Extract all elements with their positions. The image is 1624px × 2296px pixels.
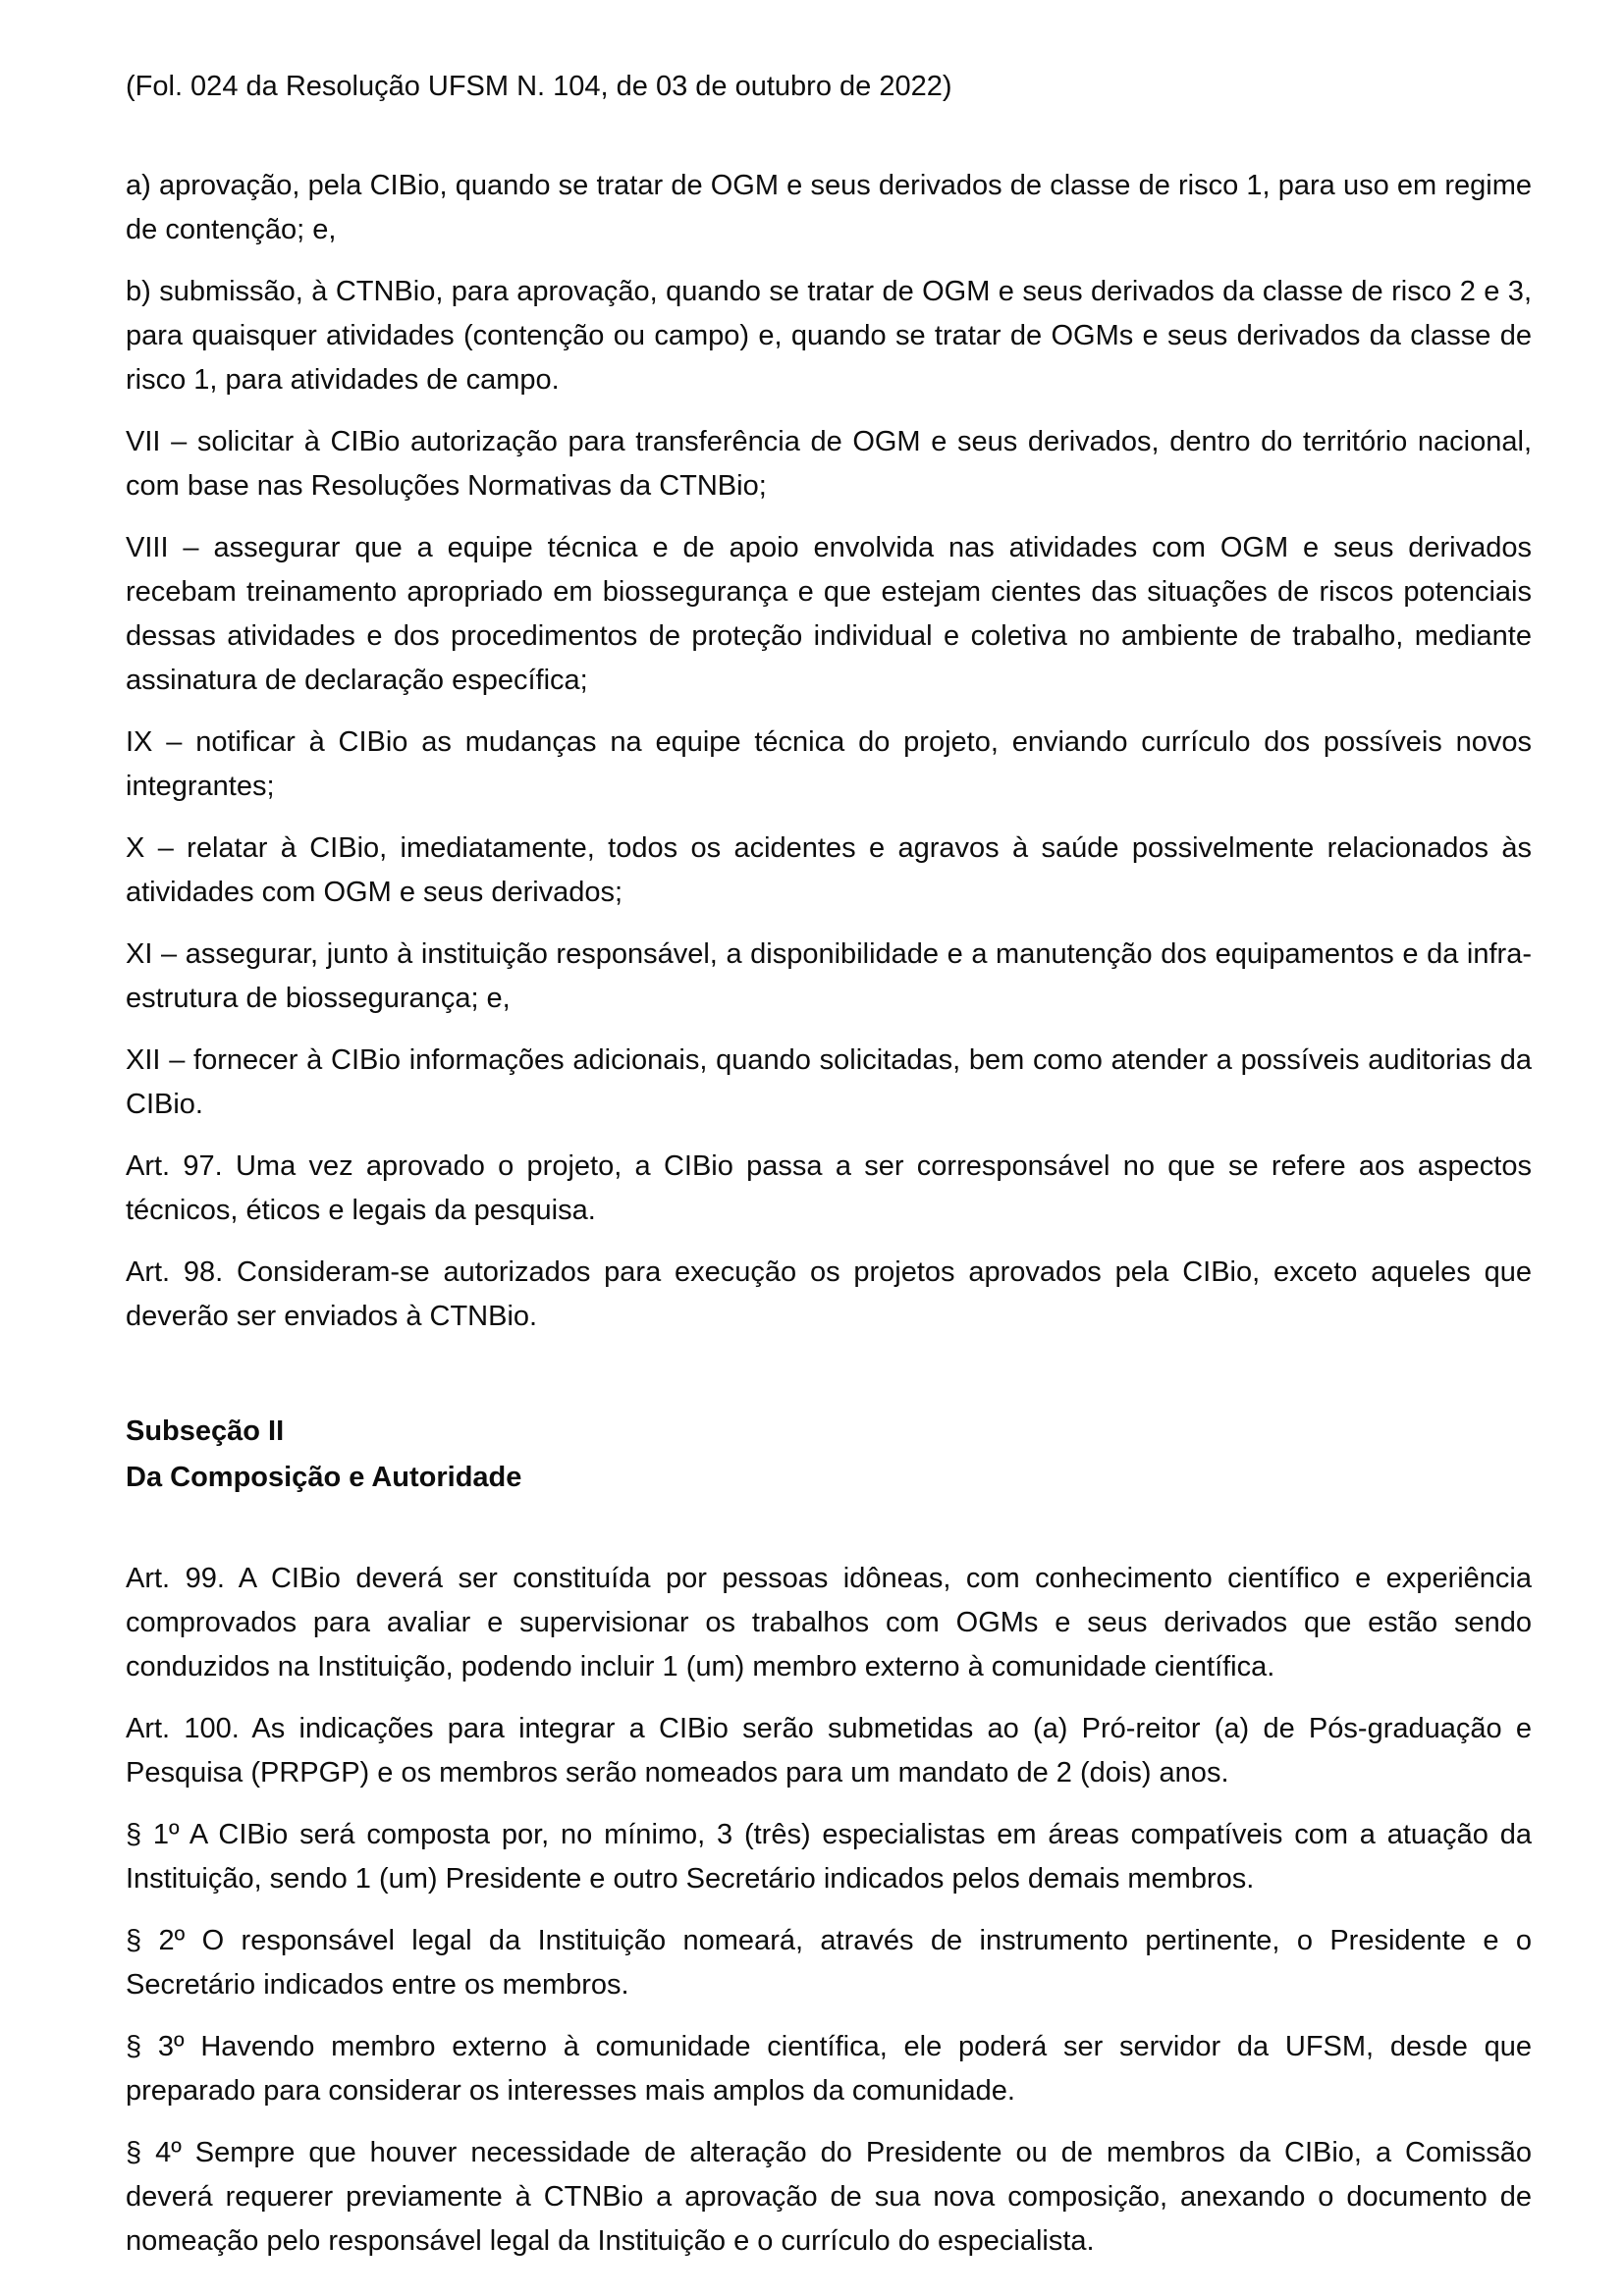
subsection-label: Subseção II — [126, 1415, 285, 1447]
paragraph-4: § 4º Sempre que houver necessidade de alteração do Presidente ou de membros da CIBio, a Comissão deverá requerer previamente à CTNBio a aprovação de sua nova composição, anexando o documento de nomeação pelo responsável legal da Instituição e o currículo do especialista. — [126, 2137, 1532, 2257]
article-100: Art. 100. As indicações para integrar a CIBio serão submetidas ao (a) Pró-reitor (a) de Pós-graduação e Pesquisa (PRPGP) e os membros serão nomeados para um mandato de 2 (dois) anos. — [126, 1713, 1532, 1789]
item-viii: VIII – assegurar que a equipe técnica e de apoio envolvida nas atividades com OGM e seus derivados recebam treinamento apropriado em biossegurança e que estejam cientes das situações de riscos potenciais dessas atividades e dos procedimentos de proteção individual e coletiva no ambiente de trabalho, mediante assinatura de declaração específica; — [126, 532, 1532, 696]
item-xii: XII – fornecer à CIBio informações adicionais, quando solicitadas, bem como atender a possíveis auditorias da CIBio. — [126, 1044, 1532, 1120]
subsection-title: Da Composição e Autoridade — [126, 1462, 522, 1493]
paragraph-1: § 1º A CIBio será composta por, no mínimo, 3 (três) especialistas em áreas compatíveis com a atuação da Instituição, sendo 1 (um) Presidente e outro Secretário indicados pelos demais membros. — [126, 1819, 1532, 1895]
item-vii: VII – solicitar à CIBio autorização para transferência de OGM e seus derivados, dentro do território nacional, com base nas Resoluções Normativas da CTNBio; — [126, 426, 1532, 502]
clause-a: a) aprovação, pela CIBio, quando se tratar de OGM e seus derivados de classe de risco 1, para uso em regime de contenção; e, — [126, 170, 1532, 245]
item-ix: IX – notificar à CIBio as mudanças na equipe técnica do projeto, enviando currículo dos possíveis novos integrantes; — [126, 726, 1532, 802]
article-99: Art. 99. A CIBio deverá ser constituída por pessoas idôneas, com conhecimento científico e experiência comprovados para avaliar e supervisionar os trabalhos com OGMs e seus derivados que estão sendo conduzidos na Instituição, podendo incluir 1 (um) membro externo à comunidade científica. — [126, 1563, 1532, 1682]
article-98: Art. 98. Consideram-se autorizados para execução os projetos aprovados pela CIBio, exceto aqueles que deverão ser enviados à CTNBio. — [126, 1256, 1532, 1332]
clause-b: b) submissão, à CTNBio, para aprovação, quando se tratar de OGM e seus derivados da classe de risco 2 e 3, para quaisquer atividades (contenção ou campo) e, quando se tratar de OGMs e seus derivados da classe de risco 1, para atividades de campo. — [126, 276, 1532, 396]
article-97: Art. 97. Uma vez aprovado o projeto, a CIBio passa a ser corresponsável no que se refere aos aspectos técnicos, éticos e legais da pesquisa. — [126, 1150, 1532, 1226]
item-xi: XI – assegurar, junto à instituição responsável, a disponibilidade e a manutenção dos equipamentos e da infra-estrutura de biossegurança; e, — [126, 938, 1532, 1014]
item-x: X – relatar à CIBio, imediatamente, todos os acidentes e agravos à saúde possivelmente relacionados às atividades com OGM e seus derivados; — [126, 832, 1532, 908]
paragraph-3: § 3º Havendo membro externo à comunidade científica, ele poderá ser servidor da UFSM, desde que preparado para considerar os interesses mais amplos da comunidade. — [126, 2031, 1532, 2107]
folio-header: (Fol. 024 da Resolução UFSM N. 104, de 03 de outubro de 2022) — [126, 71, 952, 102]
paragraph-2: § 2º O responsável legal da Instituição nomeará, através de instrumento pertinente, o Presidente e o Secretário indicados entre os membros. — [126, 1925, 1532, 2001]
